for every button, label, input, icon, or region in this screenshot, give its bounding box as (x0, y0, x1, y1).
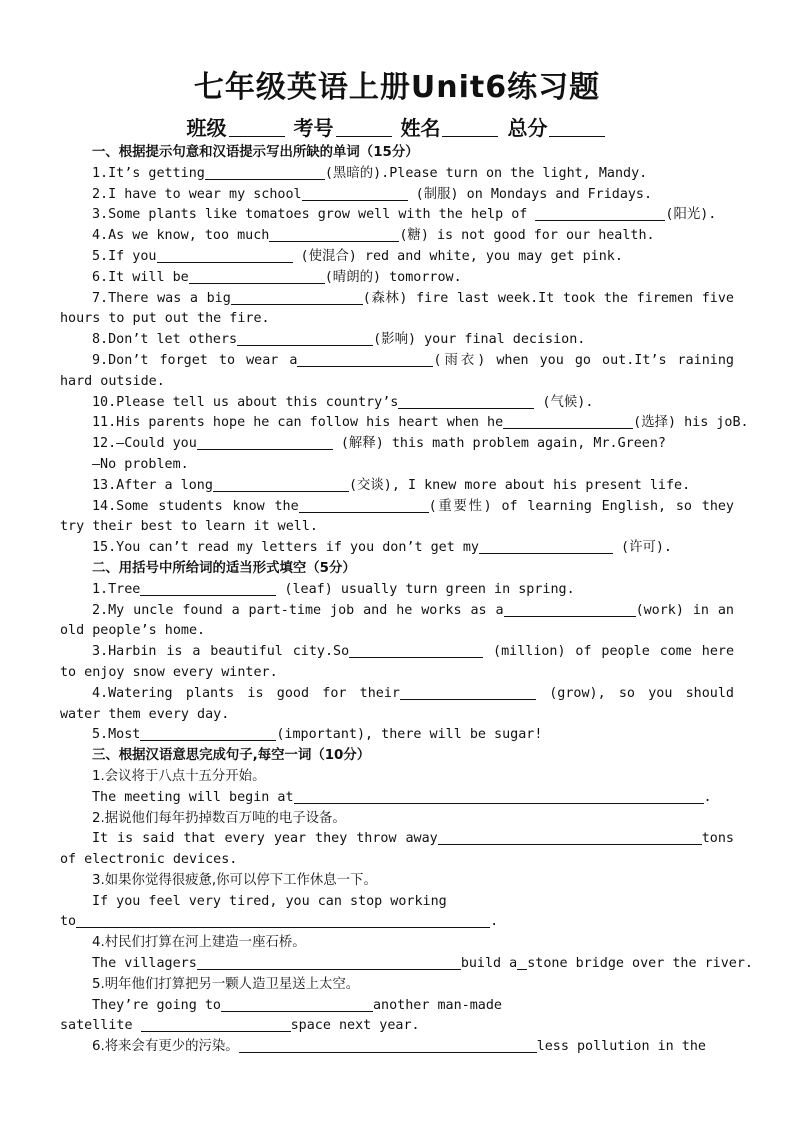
answer-blank[interactable] (231, 289, 363, 305)
question: 11.His parents hope he can follow his heart when he (选择) his joB. (92, 415, 749, 431)
answer-blank[interactable] (400, 684, 536, 700)
question: 3.Some plants like tomatoes grow well with the help of (阳光). (92, 207, 717, 223)
answer-blank[interactable] (213, 476, 349, 492)
question: 2.I have to wear my school (制服) on Mondays and Fridays. (92, 186, 653, 202)
answer-blank[interactable] (504, 601, 636, 617)
answer-blank[interactable] (517, 954, 527, 970)
student-info-line (0, 112, 794, 141)
page-title: 七年级英语上册Unit6练习题 (193, 70, 601, 105)
answer-blank[interactable] (197, 434, 333, 450)
class-label: 班级 (186, 116, 227, 140)
english-sentence: If you feel very tired, you can stop working (92, 893, 447, 909)
number-blank[interactable] (336, 118, 392, 137)
chinese-prompt: 4.村民们打算在河上建造一座石桥。 (92, 935, 306, 951)
chinese-prompt: 5.明年他们打算把另一颗人造卫星送上太空。 (92, 976, 360, 992)
question: 5.Most (important), there will be sugar! (92, 727, 543, 743)
english-sentence: The meeting will begin at . (92, 789, 712, 805)
answer-blank[interactable] (239, 1037, 537, 1053)
english-sentence: It is said that every year they throw away tons of electronic devices. (60, 831, 734, 868)
question: 15.You can’t read my letters if you don’t get my (许可). (92, 540, 672, 556)
question: 14.Some students know the (重要性) of learning English, so they try their best to learn it well. (60, 498, 734, 535)
answer-blank[interactable] (503, 413, 633, 429)
question: 1.Tree (leaf) usually turn green in spring. (92, 581, 575, 597)
section-heading: 二、用括号中所给词的适当形式填空（5分） (92, 560, 356, 576)
question: 4.As we know, too much (糖) is not good for our health. (92, 228, 655, 244)
question: 2.My uncle found a part-time job and he works as a (work) in an old people’s home. (60, 602, 734, 639)
question: 7.There was a big (森林) fire last week.It took the firemen five hours to put out the fire. (60, 290, 734, 327)
score-blank[interactable] (549, 118, 605, 137)
chinese-prompt: 6.将来会有更少的污染。 (92, 1039, 239, 1055)
answer-blank[interactable] (349, 642, 483, 658)
answer-blank[interactable] (157, 247, 293, 263)
question: 4.Watering plants is good for their (grow), so you should water them every day. (60, 685, 734, 722)
answer-blank[interactable] (398, 393, 534, 409)
answer-blank[interactable] (140, 580, 276, 596)
name-blank[interactable] (442, 118, 498, 137)
question: 6.It will be (晴朗的) tomorrow. (92, 269, 462, 285)
chinese-prompt: 3.如果你觉得很疲惫,你可以停下工作休息一下。 (92, 872, 377, 888)
section-heading: 一、根据提示句意和汉语提示写出所缺的单词（15分） (92, 145, 419, 160)
section-heading: 三、根据汉语意思完成句子,每空一词（10分） (92, 748, 371, 764)
answer-blank[interactable] (294, 788, 704, 804)
answer-blank[interactable] (269, 226, 399, 242)
name-label: 姓名 (400, 116, 441, 140)
question: 12.—Could you (解释) this math problem again, Mr.Green? (92, 436, 666, 452)
number-label: 考号 (293, 116, 334, 140)
answer-blank[interactable] (197, 954, 461, 970)
english-sentence: 6.将来会有更少的污染。 less pollution in the (92, 1039, 706, 1055)
question: 8.Don’t let others (影响) your final decision. (92, 332, 586, 348)
english-sentence-continued: satellite space next year. (60, 1018, 420, 1034)
english-sentence: The villagers build a stone bridge over the river. (92, 956, 753, 972)
answer-blank[interactable] (438, 829, 702, 845)
answer-blank[interactable] (297, 351, 433, 367)
chinese-prompt: 1.会议将于八点十五分开始。 (92, 768, 266, 784)
answer-blank[interactable] (299, 497, 429, 513)
answer-blank[interactable] (76, 912, 490, 928)
worksheet-body (60, 143, 753, 1058)
answer-blank[interactable] (237, 330, 373, 346)
score-label: 总分 (507, 116, 548, 140)
answer-blank[interactable] (302, 185, 408, 201)
question: 13.After a long (交谈), I knew more about his present life. (92, 477, 691, 493)
answer-blank[interactable] (189, 268, 325, 284)
answer-blank[interactable] (479, 538, 613, 554)
answer-blank[interactable] (535, 205, 665, 221)
question: 1.It’s getting (黑暗的).Please turn on the light, Mandy. (92, 165, 648, 181)
english-sentence-continued: to . (60, 914, 499, 930)
question: 3.Harbin is a beautiful city.So (million) of people come here to enjoy snow every winter. (60, 644, 735, 680)
english-sentence: They’re going to another man-made (92, 997, 502, 1013)
answer-blank[interactable] (221, 996, 373, 1012)
class-blank[interactable] (229, 118, 285, 137)
answer-blank[interactable] (205, 164, 325, 180)
chinese-prompt: 2.据说他们每年扔掉数百万吨的电子设备。 (92, 810, 346, 826)
question: 9.Don’t forget to wear a (雨衣) when you go out.It’s raining hard outside. (60, 352, 734, 389)
question: 10.Please tell us about this country’s (气候). (92, 394, 594, 410)
answer-blank[interactable] (141, 1016, 291, 1032)
answer-blank[interactable] (140, 725, 276, 741)
question-continuation: —No problem. (92, 456, 189, 472)
question: 5.If you (使混合) red and white, you may get pink. (92, 248, 623, 264)
